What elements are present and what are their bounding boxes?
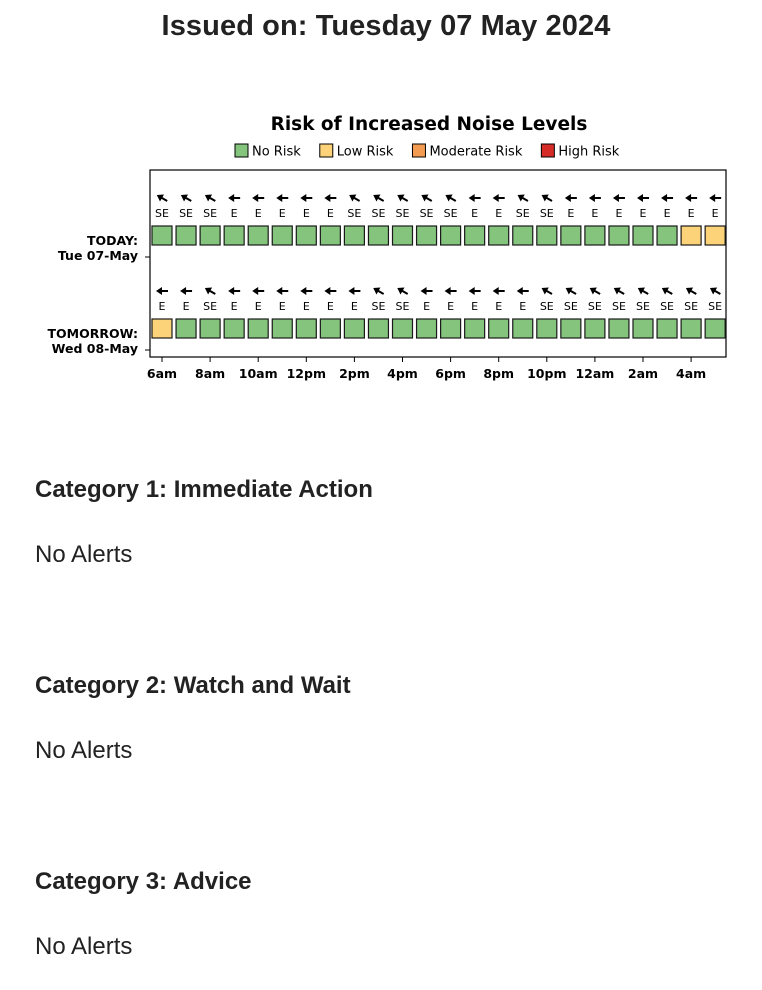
wind-arrow-icon <box>203 192 217 205</box>
wind-direction-label: E <box>158 300 166 313</box>
wind-direction-label: E <box>495 207 503 220</box>
wind-arrow-icon <box>493 287 505 295</box>
legend-label-low: Low Risk <box>336 144 394 160</box>
wind-direction-label: SE <box>660 300 675 313</box>
risk-cell <box>393 319 413 338</box>
wind-arrow-icon <box>636 285 650 298</box>
risk-cell <box>152 319 172 338</box>
wind-direction-label: SE <box>443 207 458 220</box>
risk-cell <box>705 226 725 245</box>
risk-cell <box>585 226 605 245</box>
risk-cell <box>368 226 388 245</box>
chart-rows <box>48 192 726 356</box>
category-2-status: No Alerts <box>35 737 133 764</box>
wind-direction-label: SE <box>347 207 362 220</box>
wind-direction-label: SE <box>155 207 169 220</box>
wind-direction-label: E <box>254 300 262 313</box>
legend-swatch-moderate <box>412 144 425 157</box>
risk-cell <box>561 319 581 338</box>
wind-direction-label: E <box>302 300 310 313</box>
x-tick-label: 10pm <box>527 366 567 381</box>
wind-direction-label: SE <box>539 207 554 220</box>
wind-direction-label: E <box>711 207 719 220</box>
row-label-day: TOMORROW: <box>47 326 138 341</box>
wind-arrow-icon <box>516 192 530 205</box>
wind-arrow-icon <box>300 287 312 295</box>
category-1-title: Category 1: Immediate Action <box>35 476 373 503</box>
risk-cell <box>320 319 340 338</box>
legend-label-high: High Risk <box>558 144 620 160</box>
wind-arrow-icon <box>660 285 674 298</box>
risk-cell <box>368 319 388 338</box>
risk-cell <box>296 226 316 245</box>
risk-cell <box>224 226 244 245</box>
wind-direction-label: E <box>230 300 238 313</box>
issued-date-heading: Issued on: Tuesday 07 May 2024 <box>161 10 611 42</box>
risk-cell <box>224 319 244 338</box>
wind-arrow-icon <box>612 285 626 298</box>
wind-arrow-icon <box>637 194 649 202</box>
wind-direction-label: SE <box>203 300 218 313</box>
wind-arrow-icon <box>395 285 409 298</box>
wind-arrow-icon <box>252 194 264 202</box>
wind-direction-label: E <box>567 207 575 220</box>
wind-direction-label: E <box>471 207 479 220</box>
wind-arrow-icon <box>443 192 457 205</box>
wind-arrow-icon <box>228 287 240 295</box>
x-tick-label: 12am <box>575 366 615 381</box>
legend-swatch-none <box>235 144 248 157</box>
category-1-status: No Alerts <box>35 541 133 568</box>
risk-cell <box>176 319 196 338</box>
wind-arrow-icon <box>565 194 577 202</box>
wind-arrow-icon <box>588 285 602 298</box>
category-3-status: No Alerts <box>35 933 133 960</box>
x-tick-label: 2am <box>627 366 659 381</box>
wind-arrow-icon <box>709 194 721 202</box>
wind-arrow-icon <box>613 194 625 202</box>
wind-direction-label: E <box>278 207 286 220</box>
risk-cell <box>465 319 485 338</box>
x-tick-label: 12pm <box>286 366 326 381</box>
wind-arrow-icon <box>445 287 457 295</box>
category-2-title: Category 2: Watch and Wait <box>35 672 351 699</box>
wind-arrow-icon <box>371 285 385 298</box>
x-tick-label: 6am <box>146 366 178 381</box>
wind-direction-label: E <box>663 207 671 220</box>
wind-arrow-icon <box>708 285 722 298</box>
risk-cell <box>200 226 220 245</box>
wind-direction-label: E <box>615 207 623 220</box>
wind-direction-label: E <box>423 300 431 313</box>
wind-arrow-icon <box>540 192 554 205</box>
wind-arrow-icon <box>419 192 433 205</box>
risk-cell <box>152 226 172 245</box>
wind-direction-label: SE <box>708 300 723 313</box>
wind-arrow-icon <box>421 287 433 295</box>
risk-cell <box>489 226 509 245</box>
wind-direction-label: SE <box>539 300 554 313</box>
risk-cell <box>465 226 485 245</box>
wind-arrow-icon <box>228 194 240 202</box>
wind-direction-label: SE <box>395 207 410 220</box>
risk-cell <box>344 319 364 338</box>
chart-x-axis <box>147 357 706 381</box>
wind-direction-label: SE <box>179 207 194 220</box>
wind-arrow-icon <box>661 194 673 202</box>
wind-direction-label: E <box>278 300 286 313</box>
risk-cell <box>417 319 437 338</box>
legend-swatch-high <box>541 144 554 157</box>
wind-arrow-icon <box>493 194 505 202</box>
wind-arrow-icon <box>469 287 481 295</box>
x-tick-label: 4am <box>676 366 707 381</box>
wind-arrow-icon <box>517 287 529 295</box>
wind-direction-label: SE <box>611 300 626 313</box>
risk-cell <box>681 319 701 338</box>
category-3-title: Category 3: Advice <box>35 868 252 895</box>
wind-direction-label: E <box>302 207 310 220</box>
risk-cell <box>633 319 653 338</box>
wind-arrow-icon <box>252 287 264 295</box>
risk-cell <box>296 319 316 338</box>
risk-cell <box>320 226 340 245</box>
wind-direction-label: SE <box>563 300 578 313</box>
wind-direction-label: SE <box>203 207 218 220</box>
risk-cell <box>248 226 268 245</box>
wind-direction-label: E <box>591 207 599 220</box>
wind-direction-label: E <box>639 207 647 220</box>
row-label-date: Tue 07-May <box>57 248 138 263</box>
wind-arrow-icon <box>540 285 554 298</box>
row-label-day: TODAY: <box>87 233 138 248</box>
noise-risk-chart <box>0 100 762 400</box>
risk-cell <box>609 319 629 338</box>
wind-arrow-icon <box>685 194 697 202</box>
risk-cell <box>489 319 509 338</box>
risk-cell <box>344 226 364 245</box>
risk-cell <box>633 226 653 245</box>
wind-arrow-icon <box>155 192 169 205</box>
wind-arrow-icon <box>276 194 288 202</box>
wind-arrow-icon <box>395 192 409 205</box>
risk-cell <box>681 226 701 245</box>
noise-risk-chart-svg <box>0 100 762 400</box>
wind-arrow-icon <box>347 192 361 205</box>
risk-cell <box>537 226 557 245</box>
risk-cell <box>705 319 725 338</box>
row-label-date: Wed 08-May <box>51 341 138 356</box>
chart-legend <box>235 144 620 160</box>
wind-direction-label: E <box>254 207 262 220</box>
wind-arrow-icon <box>324 194 336 202</box>
wind-arrow-icon <box>276 287 288 295</box>
wind-arrow-icon <box>469 194 481 202</box>
x-tick-label: 2pm <box>339 366 370 381</box>
risk-cell <box>176 226 196 245</box>
x-tick-label: 8am <box>195 366 226 381</box>
wind-direction-label: E <box>182 300 190 313</box>
wind-arrow-icon <box>684 285 698 298</box>
wind-arrow-icon <box>300 194 312 202</box>
wind-direction-label: E <box>471 300 479 313</box>
risk-cell <box>657 319 677 338</box>
wind-direction-label: E <box>687 207 695 220</box>
wind-direction-label: E <box>350 300 358 313</box>
risk-cell <box>248 319 268 338</box>
wind-arrow-icon <box>180 287 192 295</box>
chart-title: Risk of Increased Noise Levels <box>270 114 588 135</box>
x-tick-label: 4pm <box>387 366 418 381</box>
risk-cell <box>441 226 461 245</box>
risk-cell <box>537 319 557 338</box>
risk-cell <box>609 226 629 245</box>
legend-label-none: No Risk <box>252 144 301 160</box>
risk-cell <box>657 226 677 245</box>
legend-label-moderate: Moderate Risk <box>429 144 523 160</box>
risk-cell <box>200 319 220 338</box>
wind-direction-label: SE <box>371 207 386 220</box>
wind-direction-label: SE <box>515 207 530 220</box>
risk-cell <box>585 319 605 338</box>
wind-direction-label: E <box>495 300 503 313</box>
risk-cell <box>272 226 292 245</box>
risk-cell <box>441 319 461 338</box>
wind-arrow-icon <box>324 287 336 295</box>
wind-arrow-icon <box>371 192 385 205</box>
risk-cell <box>513 226 533 245</box>
wind-arrow-icon <box>589 194 601 202</box>
x-tick-label: 6pm <box>435 366 466 381</box>
wind-direction-label: SE <box>636 300 650 313</box>
wind-direction-label: E <box>326 207 334 220</box>
risk-cell <box>272 319 292 338</box>
wind-arrow-icon <box>156 287 168 295</box>
wind-direction-label: E <box>230 207 238 220</box>
wind-direction-label: SE <box>419 207 434 220</box>
risk-cell <box>561 226 581 245</box>
wind-direction-label: SE <box>395 300 410 313</box>
wind-arrow-icon <box>203 285 217 298</box>
wind-arrow-icon <box>564 285 578 298</box>
wind-direction-label: E <box>447 300 455 313</box>
wind-direction-label: SE <box>587 300 602 313</box>
wind-direction-label: SE <box>371 300 386 313</box>
risk-cell <box>393 226 413 245</box>
wind-arrow-icon <box>179 192 193 205</box>
wind-direction-label: SE <box>684 300 699 313</box>
legend-swatch-low <box>320 144 333 157</box>
wind-direction-label: E <box>519 300 527 313</box>
x-tick-label: 8pm <box>483 366 515 381</box>
wind-arrow-icon <box>348 287 360 295</box>
risk-cell <box>417 226 437 245</box>
x-tick-label: 10am <box>238 366 278 381</box>
risk-cell <box>513 319 533 338</box>
wind-direction-label: E <box>326 300 334 313</box>
